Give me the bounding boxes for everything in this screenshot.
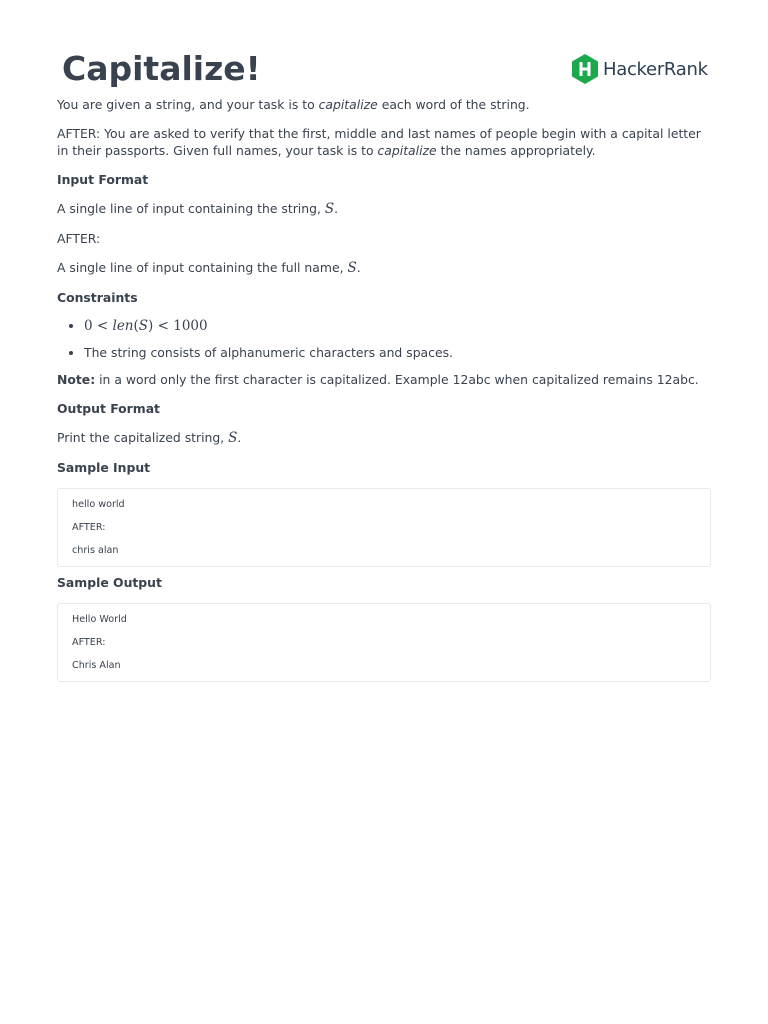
- math-paren: (: [133, 318, 139, 334]
- punctuation: .: [356, 260, 361, 275]
- problem-statement: [57, 96, 711, 689]
- hackerrank-hexagon-icon: [570, 53, 600, 85]
- code-line: Hello World: [72, 614, 127, 625]
- output-format-heading: Output Format: [57, 401, 160, 416]
- input-format-line-1: [57, 200, 711, 218]
- math-operator: <: [92, 318, 113, 334]
- page-title: Capitalize!: [62, 49, 261, 88]
- hackerrank-logo: [570, 52, 708, 86]
- input-format-after-label: AFTER:: [57, 231, 101, 246]
- code-line: hello world: [72, 499, 125, 510]
- intro-emphasis: capitalize: [318, 97, 378, 112]
- sample-output-heading: Sample Output: [57, 575, 162, 590]
- input-format-text: A single line of input containing the string,: [57, 201, 325, 216]
- after-text: AFTER: You are asked to verify that the first, middle and last names of people begin with a capital letter in their passports. Given full names, your task is to: [57, 126, 701, 158]
- punctuation: .: [334, 201, 339, 216]
- code-line: Chris Alan: [72, 660, 121, 671]
- input-format-heading: Input Format: [57, 172, 149, 187]
- constraint-charset: • The string consists of alphanumeric characters and spaces.: [84, 344, 711, 361]
- math-paren: ): [148, 318, 154, 334]
- code-line: AFTER:: [72, 522, 106, 533]
- sample-input-box: [57, 488, 711, 567]
- constraint-length: [84, 318, 711, 335]
- input-format-line-2: [57, 259, 711, 277]
- math-variable: S: [347, 260, 357, 276]
- math-number: 1000: [173, 318, 208, 334]
- after-text-end: the names appropriately.: [436, 143, 596, 158]
- math-variable: S: [138, 318, 149, 334]
- input-format-text: A single line of input containing the full name,: [57, 260, 348, 275]
- punctuation: .: [237, 430, 242, 445]
- intro-text: You are given a string, and your task is to: [57, 97, 319, 112]
- sample-output-box: [57, 603, 711, 682]
- math-variable: S: [228, 430, 238, 446]
- code-line: chris alan: [72, 545, 119, 556]
- intro-text-end: each word of the string.: [377, 97, 530, 112]
- code-line: AFTER:: [72, 637, 106, 648]
- note-label: Note:: [57, 372, 96, 387]
- constraints-list: [57, 318, 711, 361]
- math-operator: <: [153, 318, 174, 334]
- math-function: len: [112, 318, 134, 334]
- output-format-line: [57, 429, 711, 447]
- intro-paragraph: [57, 96, 711, 113]
- note-paragraph: [57, 371, 711, 388]
- math-number: 0: [84, 318, 93, 334]
- output-format-text: Print the capitalized string,: [57, 430, 229, 445]
- constraints-heading: Constraints: [57, 290, 138, 305]
- math-variable: S: [324, 201, 335, 217]
- after-paragraph: [57, 125, 711, 159]
- sample-input-heading: Sample Input: [57, 460, 151, 475]
- brand-name: HackerRank: [603, 58, 708, 80]
- note-text: in a word only the first character is capitalized. Example 12abc when capitalized remains 12abc.: [95, 372, 699, 387]
- after-emphasis: capitalize: [377, 143, 437, 158]
